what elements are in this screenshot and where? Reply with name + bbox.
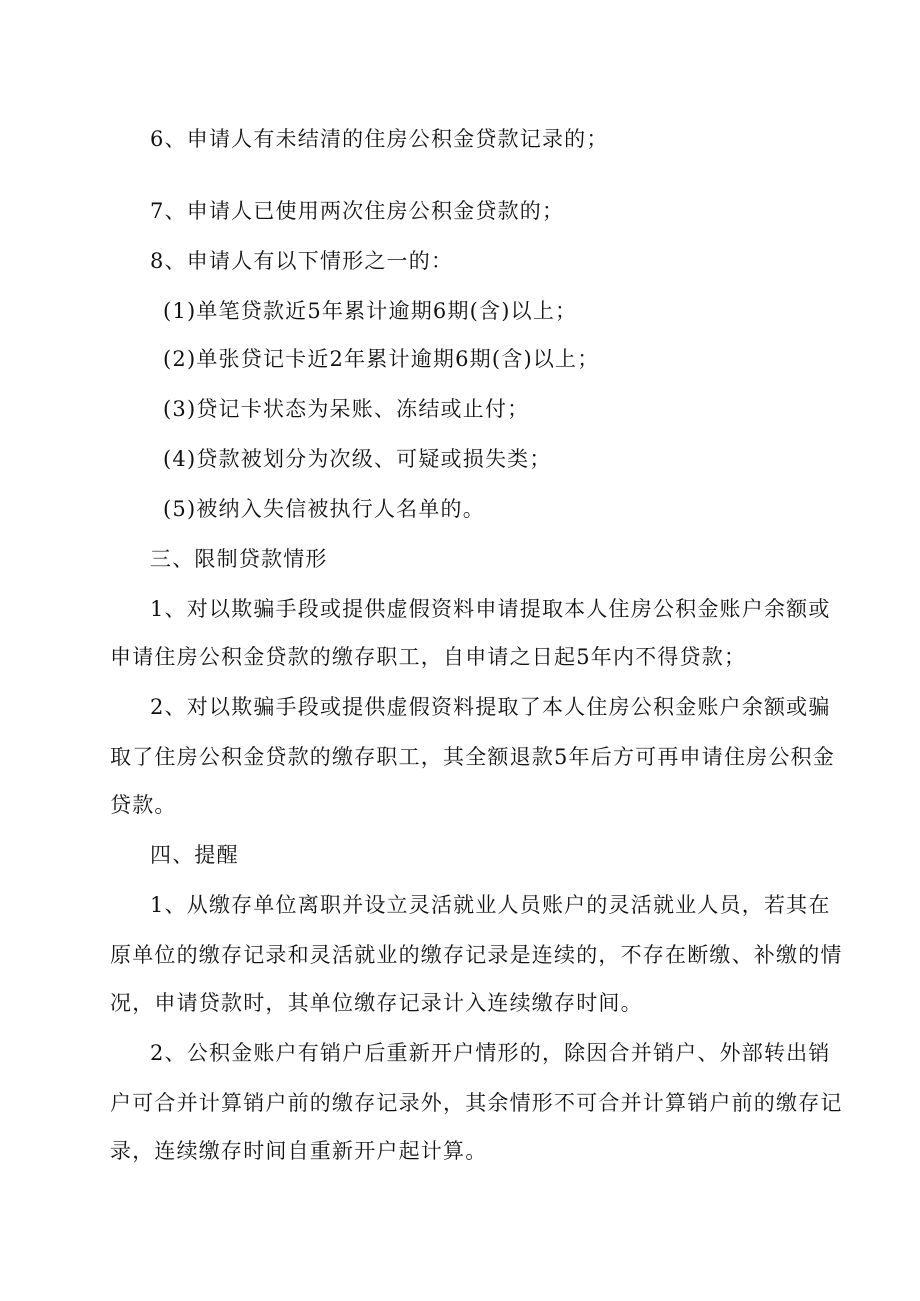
- paragraph-line: 贷款。: [110, 793, 177, 817]
- paragraph-line: 申请住房公积金贷款的缴存职工，自申请之日起5年内不得贷款；: [110, 645, 747, 669]
- paragraph-line: 录，连续缴存时间自重新开户起计算。: [110, 1139, 488, 1163]
- paragraph-line: 2、公积金账户有销户后重新开户情形的，除因合并销户、外部转出销: [150, 1041, 831, 1065]
- sub-item-5: (5)被纳入失信被执行人名单的。: [163, 497, 485, 521]
- sub-item-2: (2)单张贷记卡近2年累计逾期6期(含)以上；: [163, 347, 600, 371]
- list-item-8: 8、申请人有以下情形之一的：: [150, 249, 454, 273]
- paragraph-line: 户可合并计算销户前的缴存记录外，其余情形不可合并计算销户前的缴存记: [110, 1091, 843, 1115]
- list-item-7: 7、申请人已使用两次住房公积金贷款的；: [150, 199, 565, 223]
- paragraph-line: 原单位的缴存记录和灵活就业的缴存记录是连续的，不存在断缴、补缴的情: [110, 943, 843, 967]
- paragraph-line: 1、对以欺骗手段或提供虚假资料申请提取本人住房公积金账户余额或: [150, 597, 831, 621]
- sub-item-4: (4)贷款被划分为次级、可疑或损失类；: [163, 447, 552, 471]
- section-heading-restrictions: 三、限制贷款情形: [150, 547, 328, 571]
- sub-item-3: (3)贷记卡状态为呆账、冻结或止付；: [163, 397, 530, 421]
- paragraph-line: 取了住房公积金贷款的缴存职工，其全额退款5年后方可再申请住房公积金: [110, 745, 835, 769]
- paragraph-line: 况，申请贷款时，其单位缴存记录计入连续缴存时间。: [110, 991, 643, 1015]
- sub-item-1: (1)单笔贷款近5年累计逾期6期(含)以上；: [163, 299, 578, 323]
- paragraph-line: 1、从缴存单位离职并设立灵活就业人员账户的灵活就业人员，若其在: [150, 893, 831, 917]
- paragraph-line: 2、对以欺骗手段或提供虚假资料提取了本人住房公积金账户余额或骗: [150, 695, 831, 719]
- list-item-6: 6、申请人有未结清的住房公积金贷款记录的；: [150, 127, 609, 151]
- section-heading-reminder: 四、提醒: [150, 843, 239, 867]
